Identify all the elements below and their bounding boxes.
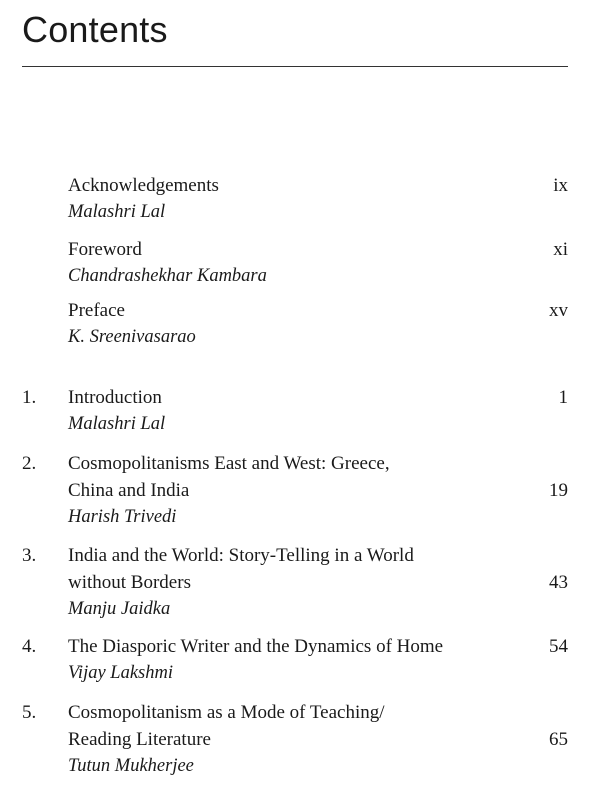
entry-title: India and the World: Story-Telling in a World (68, 545, 414, 566)
chapter-number: 2. (22, 453, 37, 474)
title-divider (22, 66, 568, 67)
entry-title-continued: China and India (68, 480, 190, 501)
entry-page-number: 1 (558, 387, 568, 408)
chapter-number: 3. (22, 545, 37, 566)
entry-title: Preface (68, 300, 125, 321)
entry-page-number: 65 (549, 729, 568, 750)
entry-title: Acknowledgements (68, 175, 219, 196)
entry-page-number: ix (553, 175, 568, 196)
page-title: Contents (22, 9, 168, 50)
chapter-number: 5. (22, 702, 37, 723)
entry-author: Tutun Mukherjee (68, 756, 194, 776)
entry-title-continued: without Borders (68, 572, 191, 593)
entry-title-continued: Reading Literature (68, 729, 211, 750)
entry-author: Harish Trivedi (68, 507, 177, 527)
entry-title: Foreword (68, 239, 142, 260)
chapter-number: 4. (22, 636, 37, 657)
entry-author: Manju Jaidka (68, 599, 171, 619)
entry-author: Chandrashekhar Kambara (68, 266, 267, 286)
entry-title: Introduction (68, 387, 162, 408)
entry-title: Cosmopolitanisms East and West: Greece, (68, 453, 390, 474)
entry-page-number: xv (549, 300, 568, 321)
entry-page-number: 43 (549, 572, 568, 593)
chapter-number: 1. (22, 387, 37, 408)
entry-title: Cosmopolitanism as a Mode of Teaching/ (68, 702, 385, 723)
entry-author: Vijay Lakshmi (68, 663, 173, 683)
entry-author: Malashri Lal (68, 414, 166, 434)
entry-author: K. Sreenivasarao (68, 327, 196, 347)
entry-author: Malashri Lal (68, 202, 166, 222)
entry-page-number: xi (553, 239, 568, 260)
entry-page-number: 19 (549, 480, 568, 501)
entry-page-number: 54 (549, 636, 568, 657)
entry-title: The Diasporic Writer and the Dynamics of Home (68, 636, 444, 657)
